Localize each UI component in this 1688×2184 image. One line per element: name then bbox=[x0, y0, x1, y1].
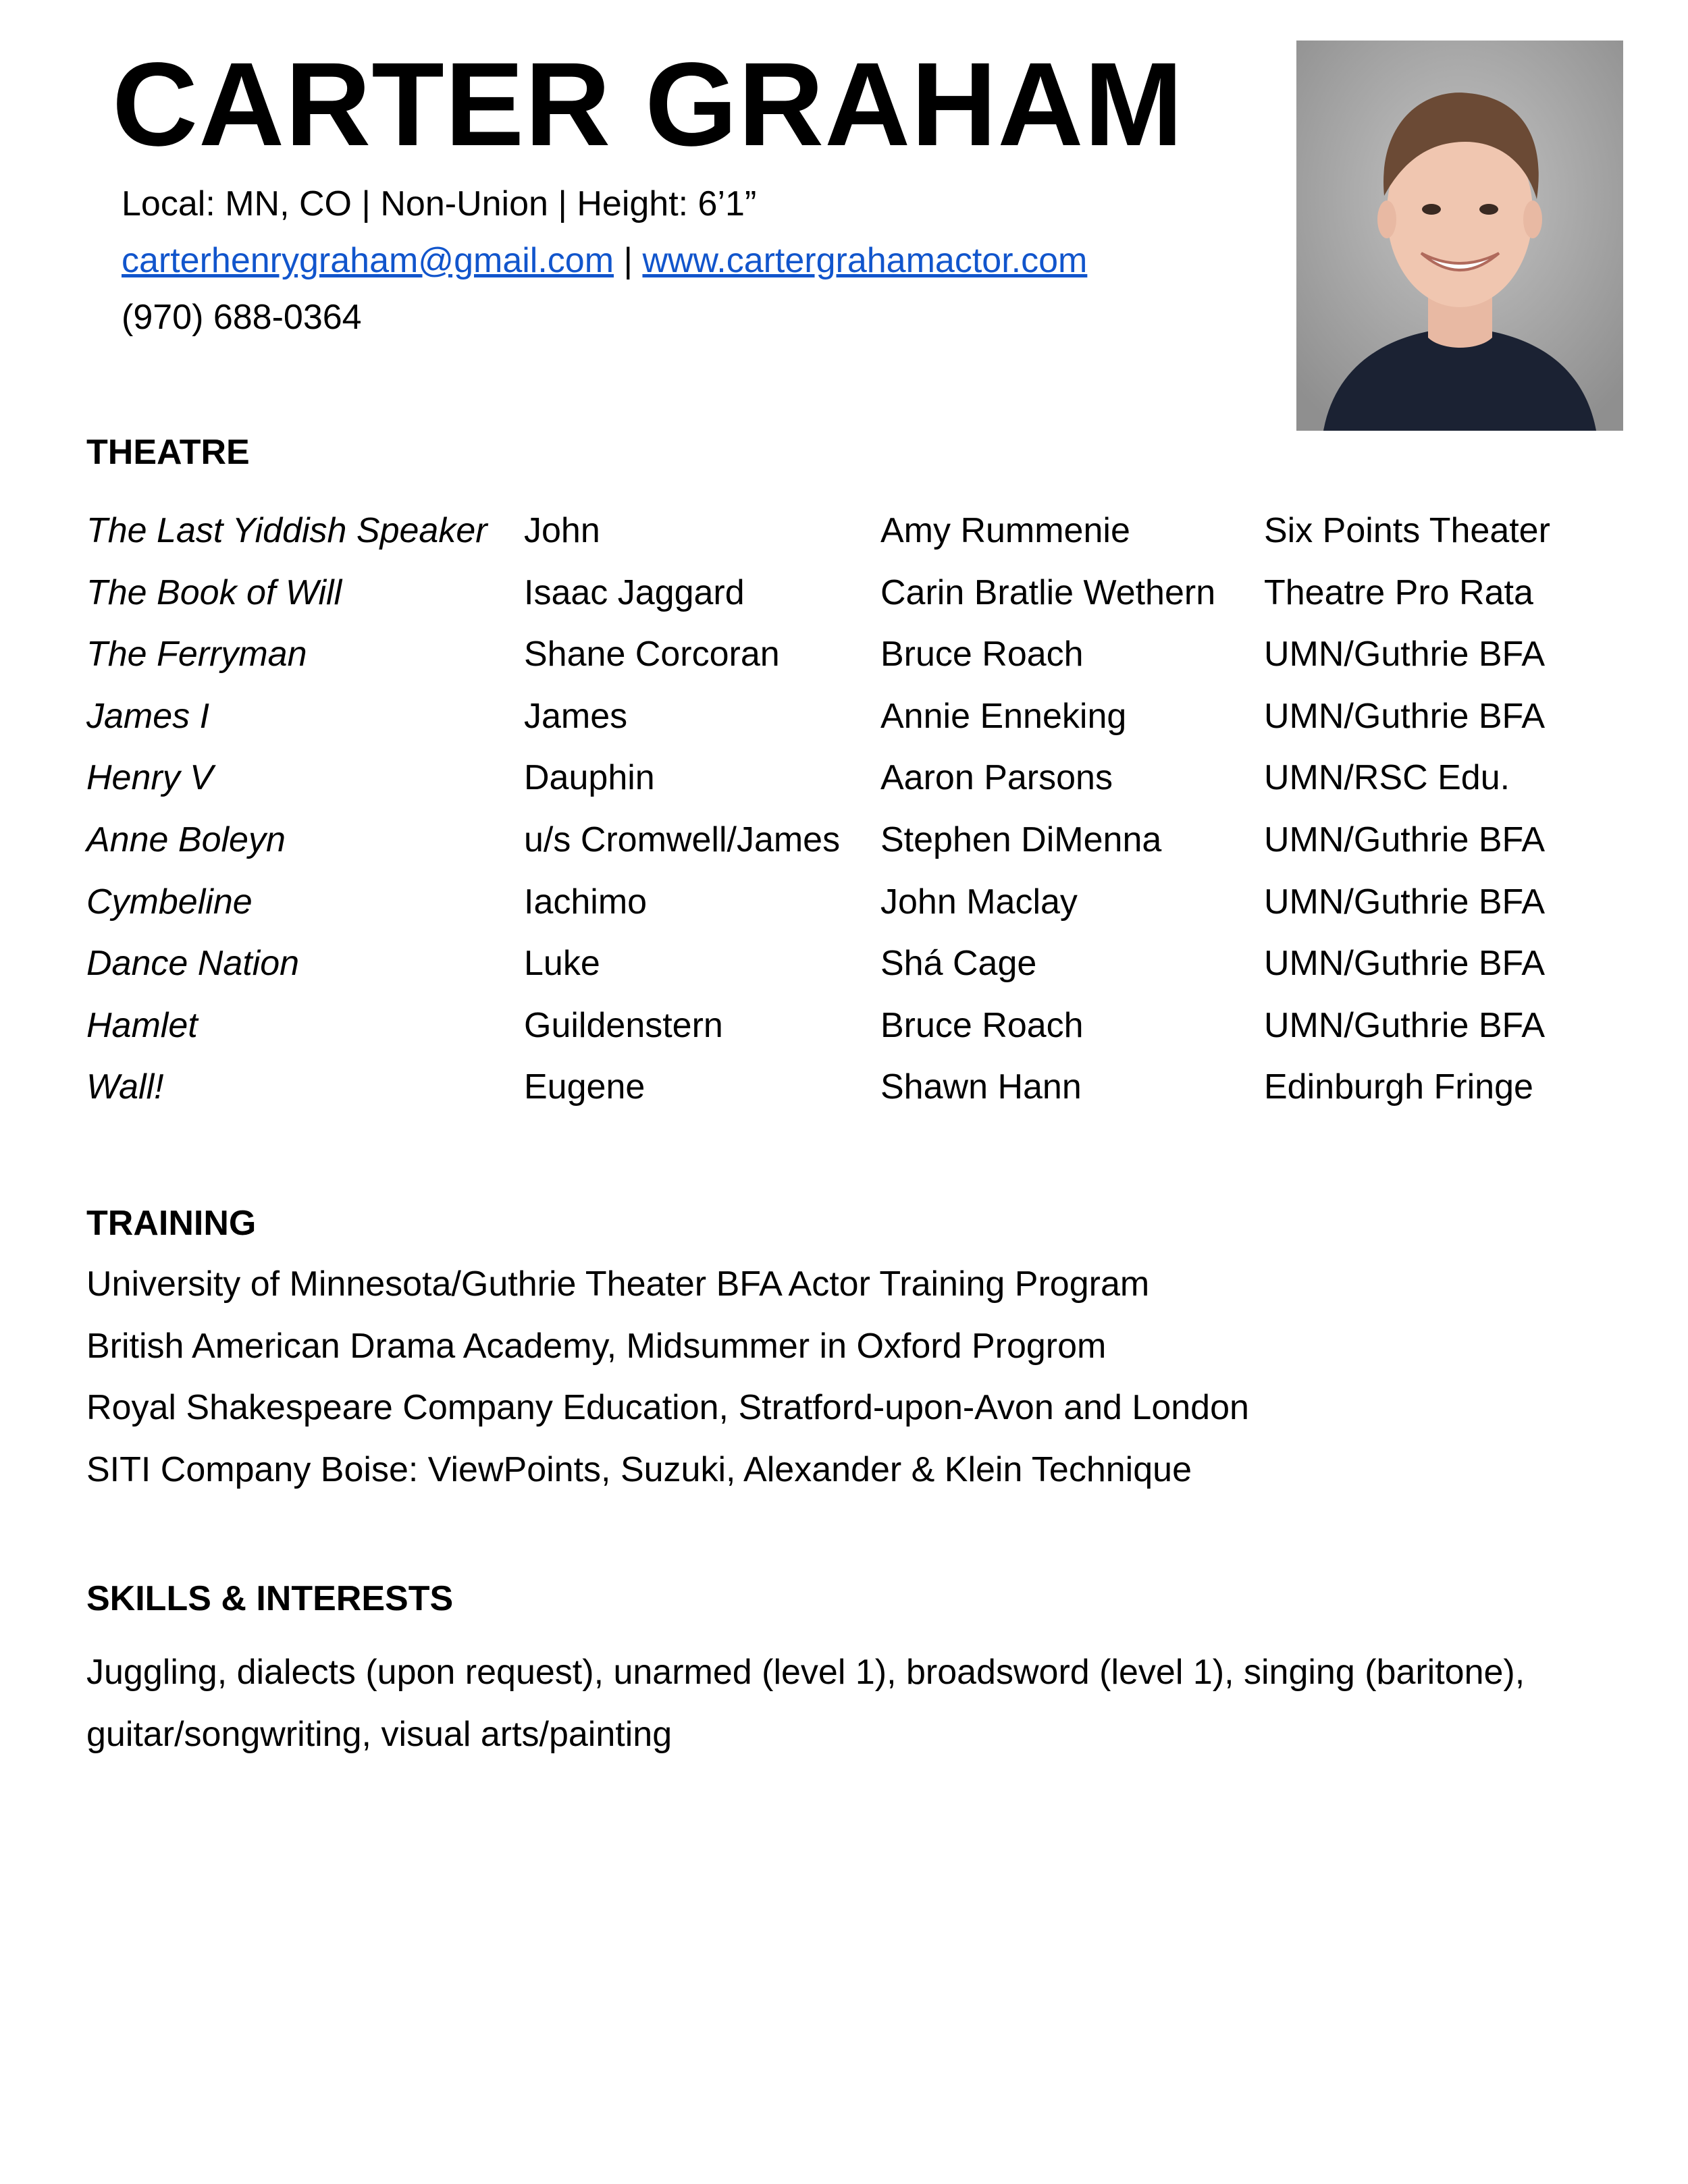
role: Iachimo bbox=[524, 882, 648, 922]
director: Stephen DiMenna bbox=[880, 820, 1162, 859]
resume-name: CARTER GRAHAM bbox=[112, 38, 1184, 171]
venue: Six Points Theater bbox=[1264, 511, 1550, 550]
table-row bbox=[86, 696, 1612, 758]
table-row bbox=[86, 510, 1612, 572]
production-title: The Ferryman bbox=[86, 635, 307, 674]
director: Amy Rummenie bbox=[880, 511, 1130, 550]
skills-text: Juggling, dialects (upon request), unarmed (level 1), broadsword (level 1), singing (baritone), guitar/songwriting, visual arts/painting bbox=[86, 1653, 1525, 1754]
venue: UMN/Guthrie BFA bbox=[1264, 820, 1546, 859]
table-row bbox=[86, 1005, 1612, 1067]
director: Bruce Roach bbox=[880, 1005, 1084, 1045]
list-item: British American Drama Academy, Midsummer in Oxford Progrom bbox=[86, 1326, 1107, 1366]
director: Bruce Roach bbox=[880, 635, 1084, 674]
venue: UMN/Guthrie BFA bbox=[1264, 635, 1546, 674]
production-title: Dance Nation bbox=[86, 944, 300, 984]
phone-number: (970) 688-0364 bbox=[122, 298, 362, 337]
role: Isaac Jaggard bbox=[524, 572, 745, 612]
table-row bbox=[86, 572, 1612, 635]
venue: Edinburgh Fringe bbox=[1264, 1067, 1533, 1107]
production-title: The Book of Will bbox=[86, 572, 342, 612]
training-heading: TRAINING bbox=[86, 1204, 257, 1243]
role: Guildenstern bbox=[524, 1005, 723, 1045]
production-title: Anne Boleyn bbox=[86, 820, 286, 859]
headshot-illustration bbox=[1296, 41, 1623, 431]
table-row bbox=[86, 820, 1612, 882]
production-title: Wall! bbox=[86, 1067, 164, 1107]
director: Shawn Hann bbox=[880, 1067, 1082, 1107]
venue: UMN/Guthrie BFA bbox=[1264, 882, 1546, 922]
list-item: SITI Company Boise: ViewPoints, Suzuki, Alexander & Klein Technique bbox=[86, 1449, 1192, 1489]
table-row bbox=[86, 882, 1612, 944]
table-row bbox=[86, 757, 1612, 820]
contact-info-line: Local: MN, CO | Non-Union | Height: 6’1” bbox=[122, 184, 757, 223]
director: Carin Bratlie Wethern bbox=[880, 572, 1216, 612]
theatre-heading: THEATRE bbox=[86, 433, 250, 472]
venue: Theatre Pro Rata bbox=[1264, 572, 1533, 612]
role: Shane Corcoran bbox=[524, 635, 780, 674]
production-title: James I bbox=[86, 696, 210, 736]
director: Aaron Parsons bbox=[880, 758, 1113, 798]
list-item: Royal Shakespeare Company Education, Stratford-upon-Avon and London bbox=[86, 1388, 1249, 1427]
venue: UMN/Guthrie BFA bbox=[1264, 944, 1546, 984]
production-title: The Last Yiddish Speaker bbox=[86, 511, 487, 550]
production-title: Cymbeline bbox=[86, 882, 253, 922]
director: Annie Enneking bbox=[880, 696, 1127, 736]
director: Shá Cage bbox=[880, 944, 1037, 984]
list-item: University of Minnesota/Guthrie Theater BFA Actor Training Program bbox=[86, 1264, 1150, 1304]
table-row bbox=[86, 943, 1612, 1005]
table-row bbox=[86, 1067, 1612, 1129]
role: Luke bbox=[524, 944, 600, 984]
website-link[interactable]: www.cartergrahamactor.com bbox=[642, 241, 1088, 280]
role: Eugene bbox=[524, 1067, 645, 1107]
email-link[interactable]: carterhenrygraham@gmail.com bbox=[122, 241, 614, 280]
link-separator: | bbox=[614, 241, 643, 280]
venue: UMN/Guthrie BFA bbox=[1264, 1005, 1546, 1045]
production-title: Hamlet bbox=[86, 1005, 198, 1045]
venue: UMN/RSC Edu. bbox=[1264, 758, 1510, 798]
table-row bbox=[86, 634, 1612, 696]
venue: UMN/Guthrie BFA bbox=[1264, 696, 1546, 736]
skills-heading: SKILLS & INTERESTS bbox=[86, 1579, 454, 1618]
production-title: Henry V bbox=[86, 758, 213, 798]
headshot-photo bbox=[1296, 41, 1623, 431]
director: John Maclay bbox=[880, 882, 1078, 922]
contact-links-line bbox=[122, 240, 1087, 281]
theatre-credits-table bbox=[86, 510, 1612, 1129]
role: John bbox=[524, 511, 600, 550]
role: James bbox=[524, 696, 628, 736]
role: Dauphin bbox=[524, 758, 655, 798]
training-list bbox=[86, 1264, 1249, 1511]
role: u/s Cromwell/James bbox=[524, 820, 841, 859]
